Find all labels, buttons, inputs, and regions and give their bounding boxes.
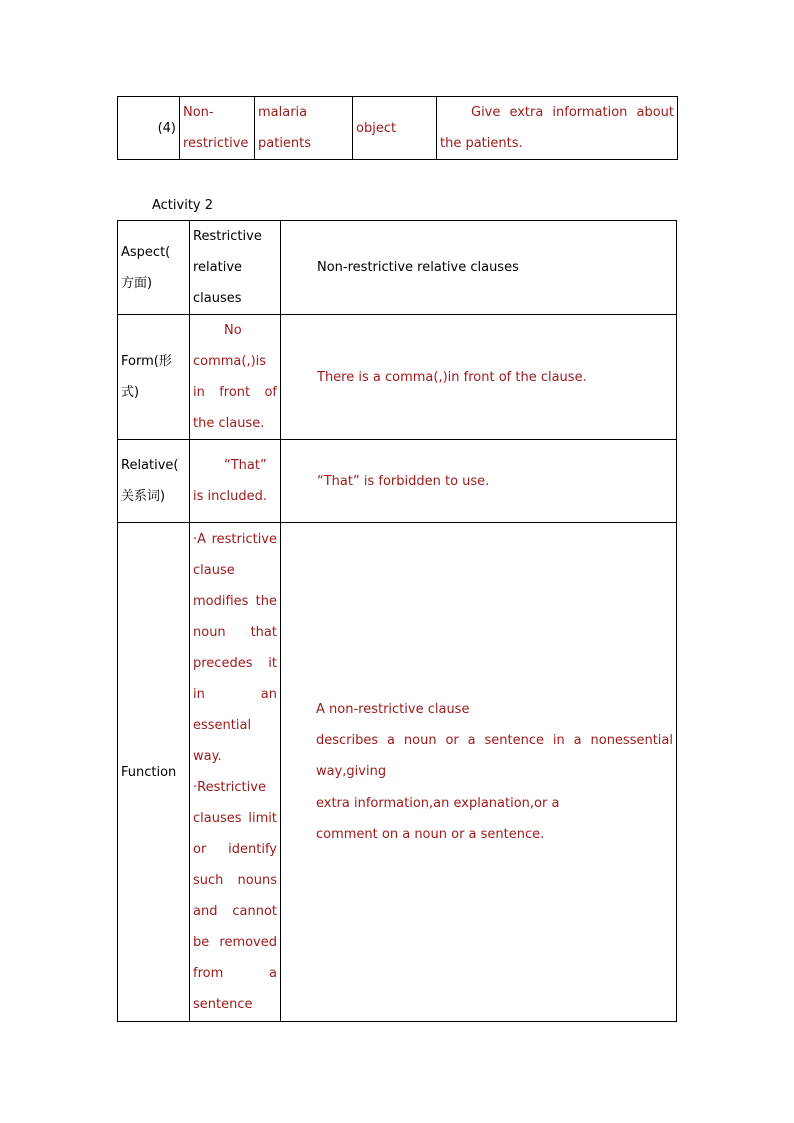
antecedent: malaria patients — [255, 97, 353, 160]
function-nonrestrictive-line-4: comment on a noun or a sentence. — [316, 826, 545, 842]
clause-type: Non-restrictive — [180, 97, 255, 160]
table-row — [118, 97, 678, 160]
relative-nonrestrictive: “That” is forbidden to use. — [281, 440, 677, 523]
comparison-table — [117, 220, 677, 1022]
relative-restrictive: “That” is included. — [190, 440, 281, 523]
example-table — [117, 96, 678, 160]
form-nonrestrictive: There is a comma(,)in front of the clause. — [281, 315, 677, 440]
form-label: Form(形式) — [118, 315, 190, 440]
function-nonrestrictive-line-3: extra information,an explanation,or a — [316, 795, 560, 811]
form-restrictive: No comma(,)is in front of the clause. — [190, 315, 281, 440]
function-nonrestrictive-line-1: A non-restrictive clause — [316, 701, 470, 717]
table-row — [118, 221, 677, 315]
function-nonrestrictive — [281, 523, 677, 1022]
function-nonrestrictive-line-2: describes a noun or a sentence in a nonessential way,giving — [316, 733, 673, 780]
function-label: Function — [118, 523, 190, 1022]
table-row — [118, 523, 677, 1022]
table-row — [118, 440, 677, 523]
clause-purpose: Give extra information about the patients. — [437, 97, 678, 160]
function-restrictive — [190, 523, 281, 1022]
activity-heading: Activity 2 — [152, 198, 214, 213]
aspect-header: Aspect( 方面) — [118, 221, 190, 315]
clause-role: object — [353, 97, 437, 160]
relative-label: Relative(关系词) — [118, 440, 190, 523]
restrictive-header: Restrictive relative clauses — [190, 221, 281, 315]
nonrestrictive-header: Non-restrictive relative clauses — [281, 221, 677, 315]
function-restrictive-point-2: ·Restrictive clauses limit or identify such nouns and cannot be removed from a sentence — [193, 780, 277, 1012]
table-row — [118, 315, 677, 440]
function-restrictive-point-1: ·A restrictive clause modifies the noun that precedes it in an essential way. — [193, 532, 277, 764]
row-number: (4) — [118, 97, 180, 160]
